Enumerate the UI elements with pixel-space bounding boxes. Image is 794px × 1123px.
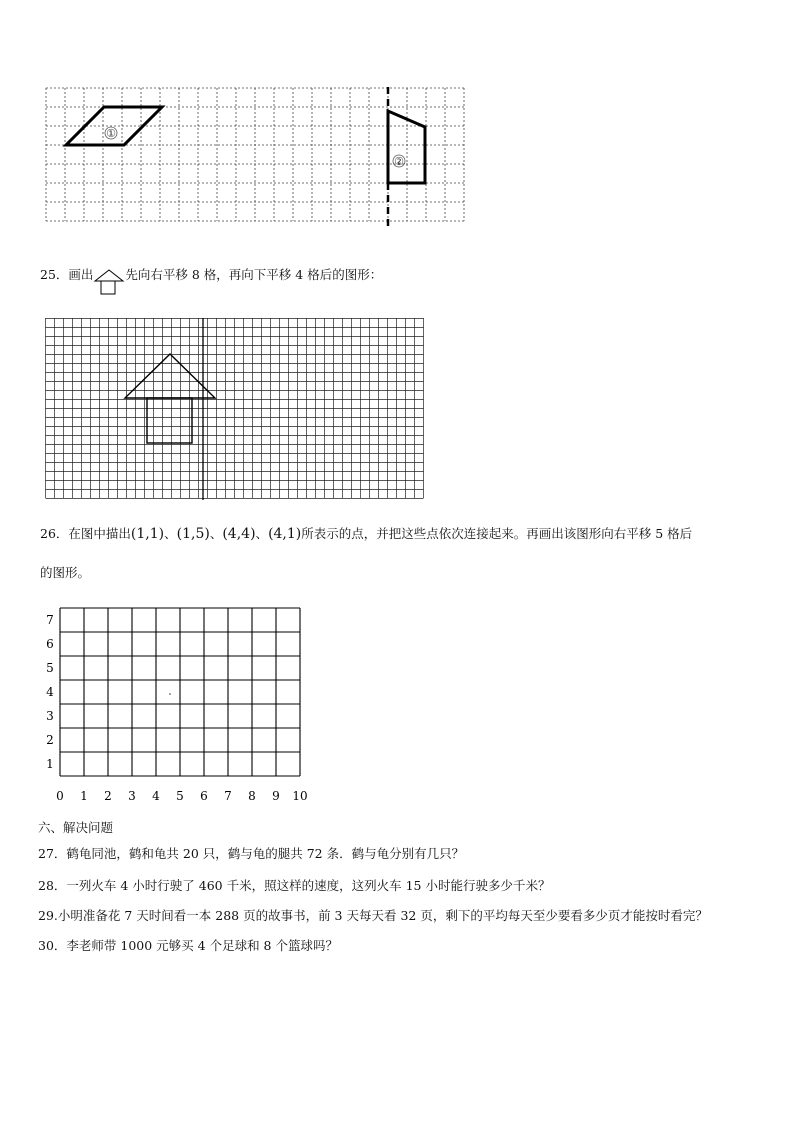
section-6-title: 六、解决问题 xyxy=(38,820,114,835)
y-tick-label: 1 xyxy=(46,757,54,771)
house-roof-triangle xyxy=(125,354,215,398)
x-tick-label: 6 xyxy=(200,789,208,803)
question-25 xyxy=(40,265,382,295)
trapezoid-shape-2 xyxy=(388,111,425,183)
y-tick-label: 2 xyxy=(46,733,54,747)
separator: 、 xyxy=(255,526,269,541)
x-tick-label: 8 xyxy=(248,789,256,803)
x-tick-label: 5 xyxy=(176,789,184,803)
problem-28: 28．一列火车 4 小时行驶了 460 千米，照这样的速度，这列火车 15 小时能行驶多少千米？ xyxy=(38,878,551,893)
x-tick-label: 3 xyxy=(128,789,136,803)
y-tick-label: 5 xyxy=(46,661,54,675)
question-25-suffix: 先向右平移 8 格，再向下平移 4 格后的图形： xyxy=(125,267,383,282)
y-tick-label: 3 xyxy=(46,709,54,723)
y-tick-label: 7 xyxy=(46,613,54,627)
x-tick-label: 4 xyxy=(152,789,160,803)
stray-dot xyxy=(169,693,171,695)
y-tick-label: 6 xyxy=(46,637,54,651)
x-tick-label: 1 xyxy=(80,789,88,803)
house-icon xyxy=(93,269,125,295)
question-25-prefix: 25．画出 xyxy=(40,267,94,282)
point-1-5: (1,5) xyxy=(176,526,210,542)
question-26-line-2: 的图形。 xyxy=(40,565,91,580)
question-26-prefix: 26．在图中描出 xyxy=(40,526,131,541)
problem-29: 29.小明准备花 7 天时间看一本 288 页的故事书，前 3 天每天看 32 页，剩下的平均每天至少要看多少页才能按时看完？ xyxy=(38,908,708,923)
problem-30: 30．李老师带 1000 元够买 4 个足球和 8 个篮球吗？ xyxy=(38,938,338,953)
shape-label-2: ② xyxy=(394,155,404,168)
question-26-suffix: 所表示的点，并把这些点依次连接起来。再画出该图形向右平移 5 格后 xyxy=(301,526,693,541)
x-tick-label: 10 xyxy=(292,789,308,803)
point-4-1: (4,1) xyxy=(268,526,302,542)
separator: 、 xyxy=(209,526,223,541)
coordinate-grid xyxy=(40,600,315,805)
question-26 xyxy=(40,524,692,542)
figure-grid-1 xyxy=(40,85,472,230)
point-4-4: (4,4) xyxy=(222,526,256,542)
shape-label-1: ① xyxy=(106,127,116,140)
x-tick-label: 9 xyxy=(272,789,280,803)
y-tick-label: 4 xyxy=(46,685,54,699)
separator: 、 xyxy=(164,526,177,541)
problem-27: 27．鹤龟同池，鹤和龟共 20 只，鹤与龟的腿共 72 条．鹤与龟分别有几只？ xyxy=(38,846,465,861)
x-tick-label: 2 xyxy=(104,789,112,803)
x-tick-label: 7 xyxy=(224,789,232,803)
x-tick-label: 0 xyxy=(56,789,64,803)
point-1-1: (1,1) xyxy=(130,526,165,542)
figure-grid-2 xyxy=(45,318,429,500)
